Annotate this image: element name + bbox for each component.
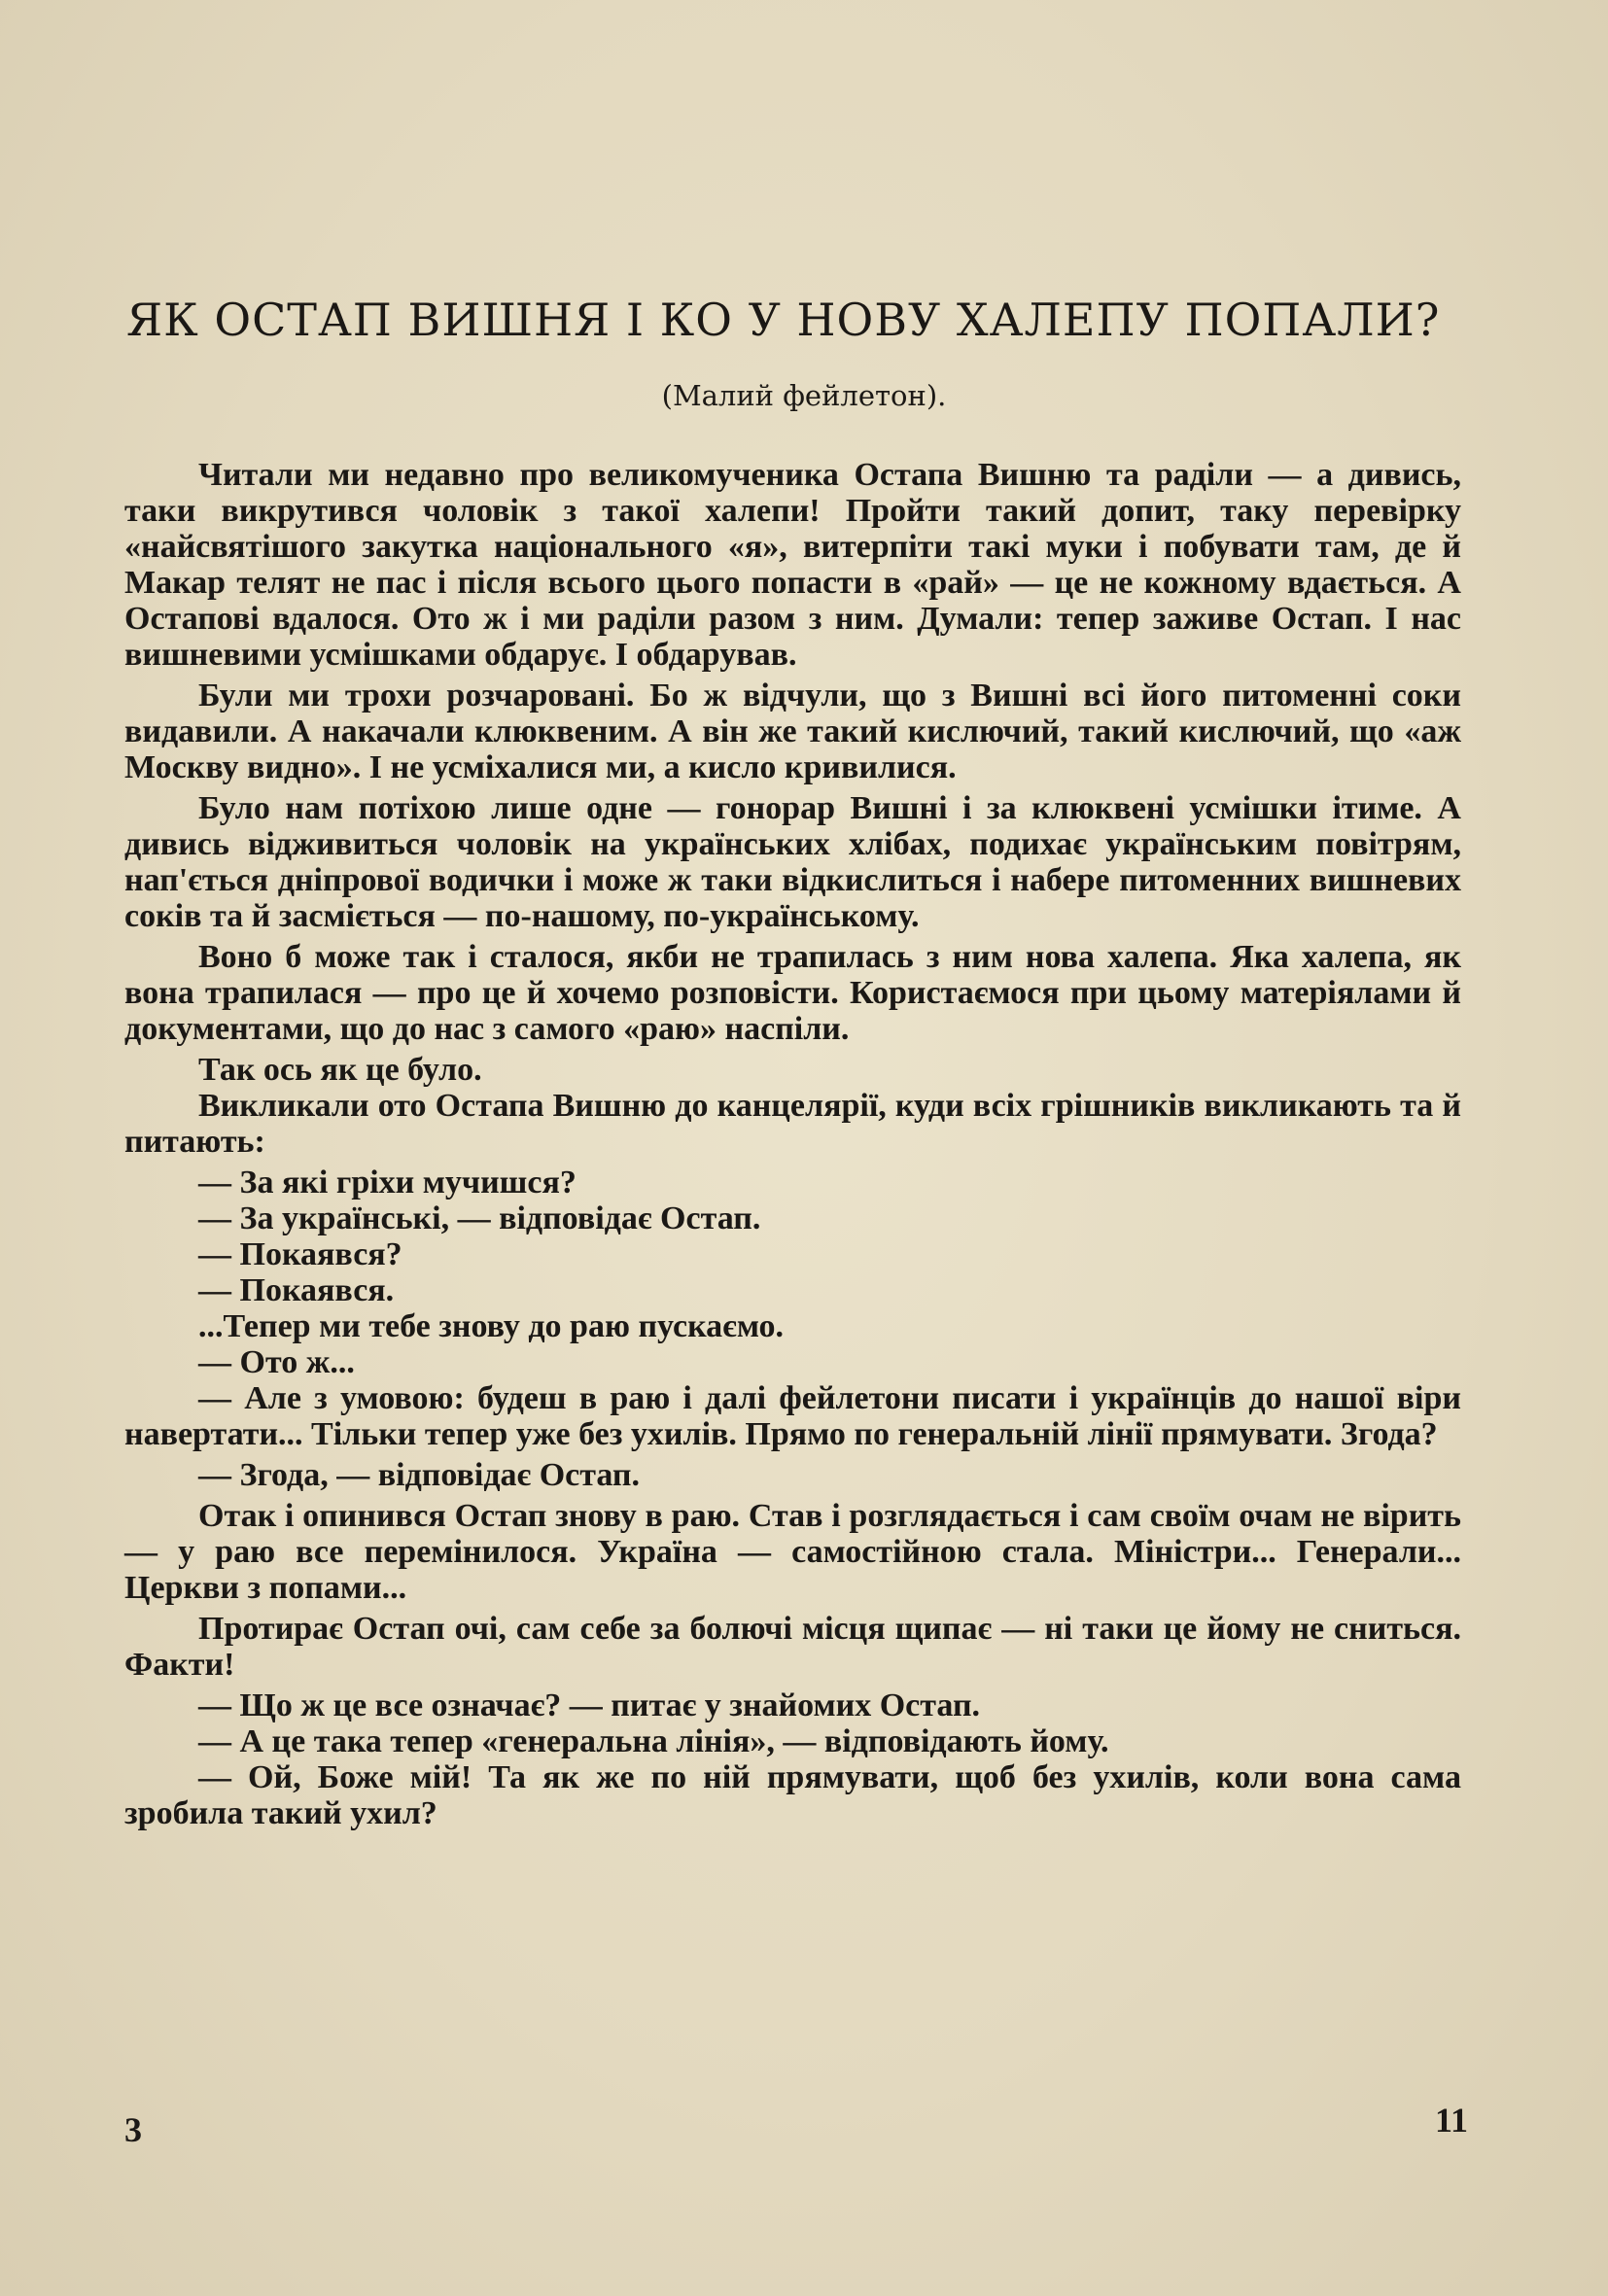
dialog-line: — Згода, — відповідає Остап. bbox=[198, 1457, 641, 1493]
paragraph: Протирає Остап очі, сам себе за болючі місця щипає — ні таки це йому не сниться. Факти! bbox=[124, 1611, 1461, 1683]
paragraph: Так ось як це було. bbox=[198, 1052, 482, 1088]
dialog-line: ...Тепер ми тебе знову до раю пускаємо. bbox=[198, 1308, 785, 1344]
paragraph: Було нам потіхою лише одне — гонорар Вишні і за клюквені усмішки ітиме. А дивись відживиться чоловік на українських хлібах, подихає українським повітрям, нап'ється дніпрової водички і може ж таки відкислиться і набере питоменних вишневих соків та й засміється — по-нашому, по-українському. bbox=[124, 790, 1461, 934]
article-body bbox=[124, 457, 1461, 1836]
page-subtitle: (Малий фейлетон). bbox=[661, 379, 947, 412]
dialog-line: — За українські, — відповідає Остап. bbox=[198, 1200, 761, 1236]
paragraph: Були ми трохи розчаровані. Бо ж відчули, що з Вишні всі його питоменні соки видавили. А накачали клюквеним. А він же такий кислючий, такий кислючий, що «аж Москву видно». І не усміхалися ми, а кисло кривилися. bbox=[124, 678, 1461, 785]
paragraph: Викликали ото Остапа Вишню до канцелярії, куди всіх грішників викликають та й питають: bbox=[124, 1088, 1461, 1160]
dialog-line: — А це така тепер «генеральна лінія», — відповідають йому. bbox=[198, 1723, 1109, 1759]
page-title: ЯК ОСТАП ВИШНЯ І КО У НОВУ ХАЛЕПУ ПОПАЛИ? bbox=[126, 294, 1441, 346]
page-number: 11 bbox=[1435, 2101, 1469, 2139]
dialog-line: — Ото ж... bbox=[198, 1344, 355, 1380]
dialog-line: — Покаявся. bbox=[198, 1272, 395, 1308]
paragraph: Отак і опинився Остап знову в раю. Став і розглядається і сам своїм очам не вірить — у раю все перемінилося. Україна — самостійною стала. Міністри... Генерали... Церкви з попами... bbox=[124, 1498, 1461, 1606]
signature-mark: 3 bbox=[124, 2110, 142, 2149]
dialog-line: — Що ж це все означає? — питає у знайомих Остап. bbox=[198, 1687, 981, 1723]
dialog-line: — Ой, Боже мій! Та як же по ній прямувати, щоб без ухилів, коли вона сама зробила такий ухил? bbox=[124, 1759, 1461, 1831]
paragraph: Воно б може так і сталося, якби не трапилась з ним нова халепа. Яка халепа, як вона трапилася — про це й хочемо розповісти. Користаємося при цьому матеріялами й документами, що до нас з самого «раю» наспіли. bbox=[124, 939, 1461, 1047]
paragraph: Читали ми недавно про великомученика Остапа Вишню та раділи — а дивись, таки викрутився чоловік з такої халепи! Пройти такий допит, таку перевірку «найсвятішого закутка національного «я», витерпіти такі муки і побувати там, де й Макар телят не пас і після всього цього попасти в «рай» — це не кожному вдається. А Остапові вдалося. Ото ж і ми раділи разом з ним. Думали: тепер заживе Остап. І нас вишневими усмішками обдарує. І обдарував. bbox=[124, 457, 1461, 673]
dialog-line: — Покаявся? bbox=[198, 1236, 402, 1272]
dialog-line: — За які гріхи мучишся? bbox=[198, 1165, 577, 1200]
dialog-line: — Але з умовою: будеш в раю і далі фейлетони писати і українців до нашої віри навертати... Тільки тепер уже без ухилів. Прямо по генеральній лінії прямувати. Згода? bbox=[124, 1380, 1461, 1452]
